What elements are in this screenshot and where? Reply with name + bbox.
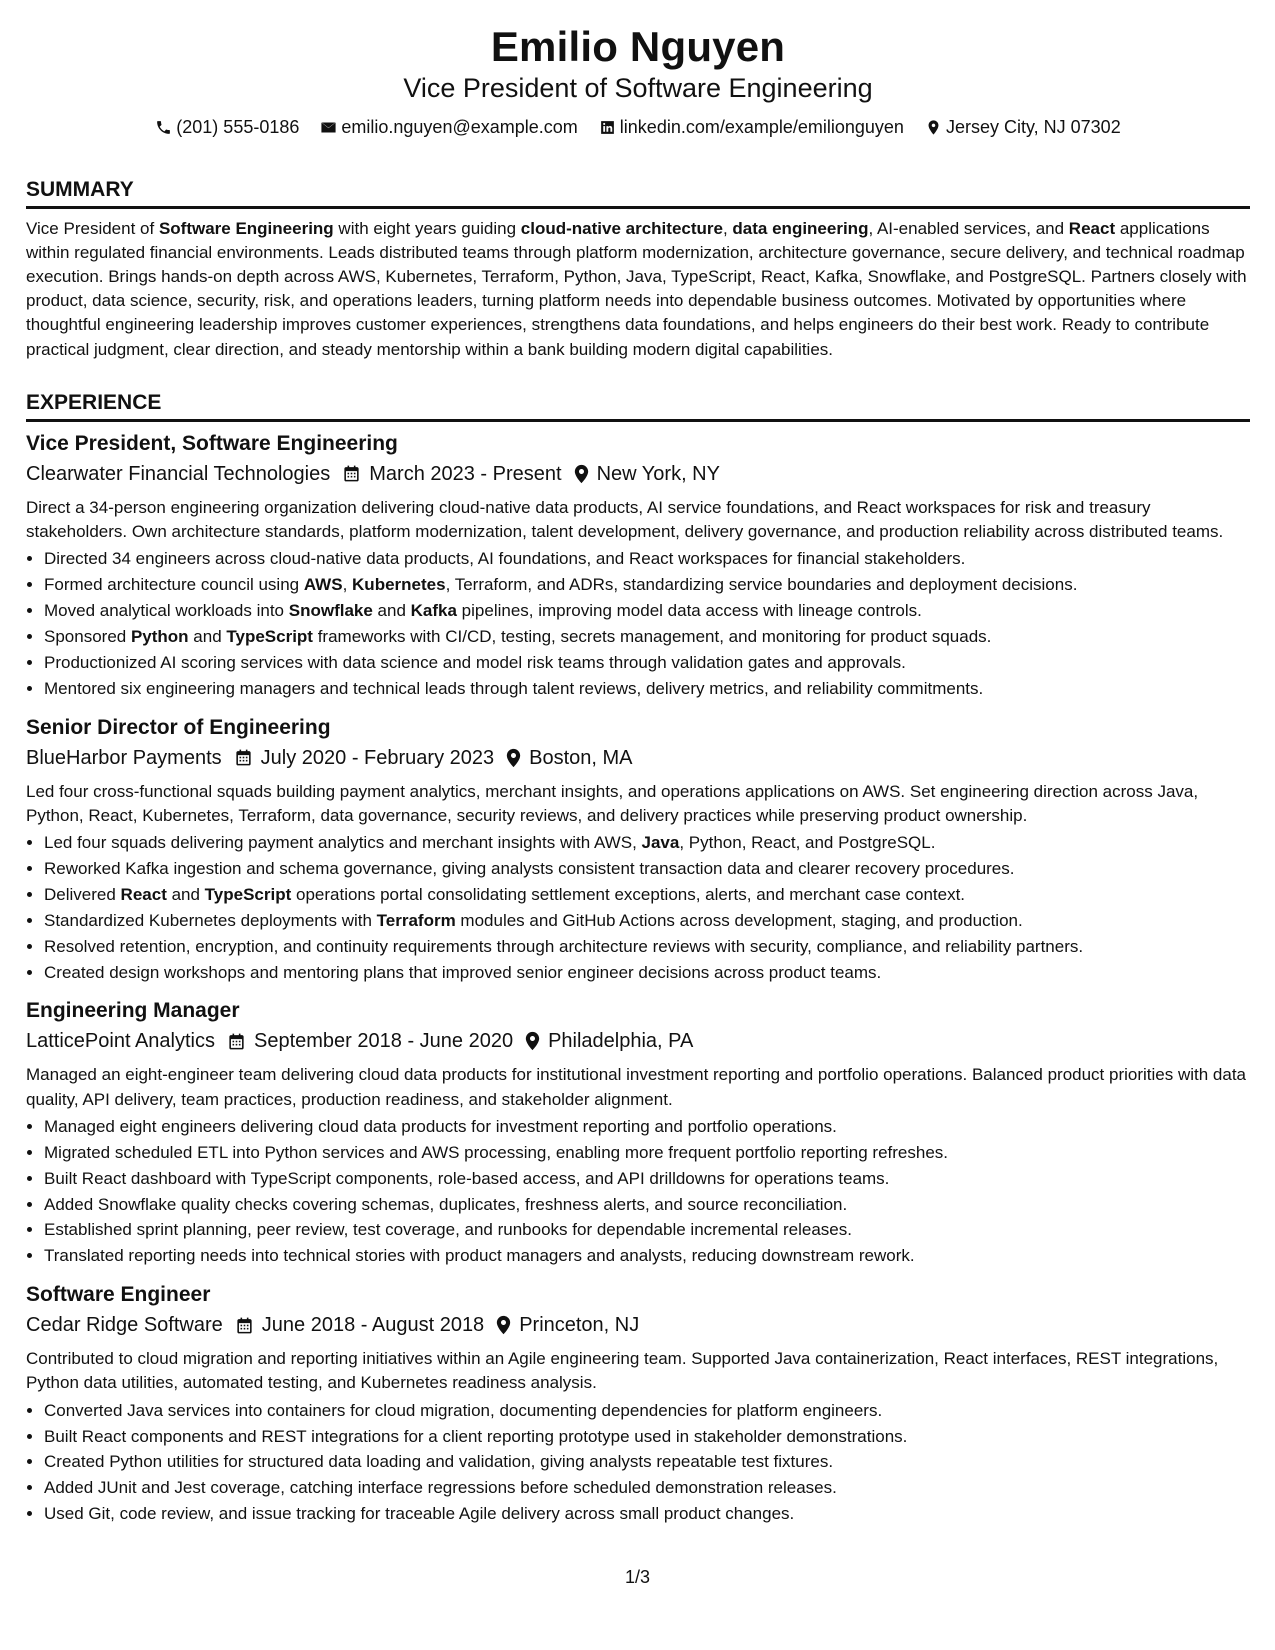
location-text: Jersey City, NJ 07302 (945, 117, 1121, 137)
list-item: • Established sprint planning, peer review, test coverage, and runbooks for dependable incremental releases. (44, 1217, 1250, 1243)
summary-heading: SUMMARY (26, 177, 1250, 209)
job-bullets (26, 830, 1250, 985)
job-bullets (26, 1398, 1250, 1528)
calendar-icon (342, 464, 361, 483)
resume-page (26, 22, 1250, 1527)
map-pin-icon (506, 748, 521, 768)
list-item: • Added JUnit and Jest coverage, catching interface regressions before scheduled demonstration releases. (44, 1475, 1250, 1501)
bold-keyword: Java (641, 832, 680, 852)
job-company: Clearwater Financial Technologies (26, 462, 331, 485)
job-dates: July 2020 - February 2023 (260, 746, 495, 769)
bold-keyword: TypeScript (226, 626, 313, 646)
candidate-name: Emilio Nguyen (490, 23, 786, 70)
job-title: Engineering Manager (26, 999, 240, 1023)
job-description: Contributed to cloud migration and reporting initiatives within an Agile engineering team. Supported Java containerization, React interfaces, REST integrations, Python data utilities, automated testing, and Kubernetes readiness analysis. (26, 1349, 1219, 1393)
job-location: Princeton, NJ (519, 1314, 640, 1337)
bold-keyword: Snowflake (288, 600, 373, 620)
bold-keyword: React (120, 884, 167, 904)
contact-linkedin[interactable] (599, 114, 904, 140)
job-dates: September 2018 - June 2020 (254, 1030, 514, 1053)
linkedin-icon (599, 119, 616, 136)
list-item: • Moved analytical workloads into Snowflake and Kafka pipelines, improving model data access with lineage controls. (44, 598, 1250, 624)
job-description: Direct a 34-person engineering organization delivering cloud-native data products, AI service foundations, and React workspaces for risk and treasury stakeholders. Own architecture standards, platform modernization, talent development, delivery governance, and production reliability across distributed teams. (26, 497, 1224, 541)
job-bullets (26, 1114, 1250, 1269)
bold-keyword: TypeScript (204, 884, 292, 904)
job-meta (26, 744, 1250, 772)
bold-keyword: Kafka (410, 600, 457, 620)
job-location: Boston, MA (529, 746, 633, 769)
job-description: Managed an eight-engineer team delivering cloud data products for institutional investment reporting and portfolio operations. Balanced product priorities with data quality, API delivery, team practices, production readiness, and stakeholder alignment. (26, 1065, 1247, 1109)
job-entry (26, 997, 1250, 1269)
list-item: • Reworked Kafka ingestion and schema governance, giving analysts consistent transaction data and clearer recovery procedures. (44, 856, 1250, 882)
list-item: • Added Snowflake quality checks covering schemas, duplicates, freshness alerts, and source reconciliation. (44, 1192, 1250, 1218)
bold-keyword: React (1068, 218, 1116, 238)
bold-keyword: Terraform (376, 910, 456, 930)
page-number: 1/3 (624, 1567, 651, 1587)
job-entry (26, 714, 1250, 986)
contact-location (925, 114, 1121, 140)
job-title: Senior Director of Engineering (26, 715, 331, 739)
list-item: • Created design workshops and mentoring plans that improved senior engineer decisions across product teams. (44, 960, 1250, 986)
job-location: New York, NY (596, 462, 720, 485)
resume-header (26, 22, 1250, 143)
calendar-icon (234, 748, 253, 767)
contact-email[interactable] (320, 114, 577, 140)
phone-icon (155, 119, 172, 136)
contact-line (26, 114, 1250, 143)
job-dates: March 2023 - Present (369, 462, 562, 485)
list-item: • Sponsored Python and TypeScript frameworks with CI/CD, testing, secrets management, and monitoring for product squads. (44, 624, 1250, 650)
phone-text: (201) 555-0186 (176, 117, 300, 137)
bold-keyword: Python (130, 626, 189, 646)
calendar-icon (235, 1316, 254, 1335)
job-entry (26, 430, 1250, 702)
list-item: • Created Python utilities for structured data loading and validation, giving analysts repeatable test fixtures. (44, 1449, 1250, 1475)
calendar-icon (227, 1032, 246, 1051)
envelope-icon (320, 119, 337, 136)
candidate-title: Vice President of Software Engineering (403, 73, 873, 103)
list-item: • Directed 34 engineers across cloud-native data products, AI foundations, and React workspaces for financial stakeholders. (44, 546, 1250, 572)
map-pin-icon (574, 464, 589, 484)
job-dates: June 2018 - August 2018 (261, 1314, 485, 1337)
experience-heading: EXPERIENCE (26, 390, 1250, 422)
job-company: BlueHarbor Payments (26, 746, 222, 769)
linkedin-text: linkedin.com/example/emilionguyen (619, 117, 904, 137)
map-pin-icon (925, 119, 942, 136)
job-company: LatticePoint Analytics (26, 1030, 215, 1053)
experience-list (26, 430, 1250, 1527)
list-item: • Resolved retention, encryption, and continuity requirements through architecture reviews with security, compliance, and reliability partners. (44, 934, 1250, 960)
job-location: Philadelphia, PA (548, 1030, 694, 1053)
list-item: • Converted Java services into containers for cloud migration, documenting dependencies for platform engineers. (44, 1398, 1250, 1424)
list-item: • Managed eight engineers delivering cloud data products for investment reporting and portfolio operations. (44, 1114, 1250, 1140)
bold-keyword: AWS (303, 575, 343, 595)
list-item: • Formed architecture council using AWS, Kubernetes, Terraform, and ADRs, standardizing service boundaries and deployment decisions. (44, 572, 1250, 598)
bold-keyword: cloud-native architecture (520, 218, 723, 238)
job-bullets (26, 546, 1250, 701)
job-title: Vice President, Software Engineering (26, 431, 398, 455)
job-entry (26, 1281, 1250, 1527)
list-item: • Used Git, code review, and issue tracking for traceable Agile delivery across small product changes. (44, 1501, 1250, 1527)
email-text: emilio.nguyen@example.com (341, 117, 578, 137)
list-item: • Built React dashboard with TypeScript components, role-based access, and API drilldowns for operations teams. (44, 1166, 1250, 1192)
map-pin-icon (496, 1315, 511, 1335)
list-item: • Led four squads delivering payment analytics and merchant insights with AWS, Java, Python, React, and PostgreSQL. (44, 830, 1250, 856)
summary-text: Vice President of Software Engineering with eight years guiding cloud-native architecture, data engineering, AI-enabled services, and React applications within regulated financial environments. Leads distributed teams through platform modernization, architecture governance, secure delivery, and technical roadmap execution. Brings hands-on depth across AWS, Kubernetes, Terraform, Python, Java, TypeScript, React, Kafka, Snowflake, and PostgreSQL. Partners closely with product, data science, security, risk, and operations leaders, turning platform needs into dependable business outcomes. Motivated by opportunities where thoughtful engineering leadership improves customer experiences, strengthens data foundations, and helps engineers do their best work. Ready to contribute practical judgment, clear direction, and steady mentorship within a bank building modern digital capabilities. (26, 218, 1247, 359)
map-pin-icon (525, 1031, 540, 1051)
job-meta (26, 1311, 1250, 1339)
list-item: • Delivered React and TypeScript operations portal consolidating settlement exceptions, alerts, and merchant case context. (44, 882, 1250, 908)
job-title: Software Engineer (26, 1283, 211, 1307)
job-description: Led four cross-functional squads building payment analytics, merchant insights, and operations applications on AWS. Set engineering direction across Java, Python, React, Kubernetes, Terraform, data governance, security reviews, and delivery practices while preserving product ownership. (26, 781, 1199, 825)
job-company: Cedar Ridge Software (26, 1314, 223, 1337)
list-item: • Migrated scheduled ETL into Python services and AWS processing, enabling more frequent portfolio reporting refreshes. (44, 1140, 1250, 1166)
job-meta (26, 460, 1250, 488)
list-item: • Mentored six engineering managers and technical leads through talent reviews, delivery metrics, and reliability commitments. (44, 676, 1250, 702)
bold-keyword: Software Engineering (158, 218, 334, 238)
list-item: • Productionized AI scoring services with data science and model risk teams through validation gates and approvals. (44, 650, 1250, 676)
list-item: • Translated reporting needs into technical stories with product managers and analysts, reducing downstream rework. (44, 1243, 1250, 1269)
bold-keyword: data engineering (732, 218, 869, 238)
contact-phone[interactable] (155, 114, 299, 140)
job-meta (26, 1027, 1250, 1055)
list-item: • Built React components and REST integrations for a client reporting prototype used in stakeholder demonstrations. (44, 1424, 1250, 1450)
list-item: • Standardized Kubernetes deployments with Terraform modules and GitHub Actions across development, staging, and production. (44, 908, 1250, 934)
bold-keyword: Kubernetes (352, 575, 446, 595)
